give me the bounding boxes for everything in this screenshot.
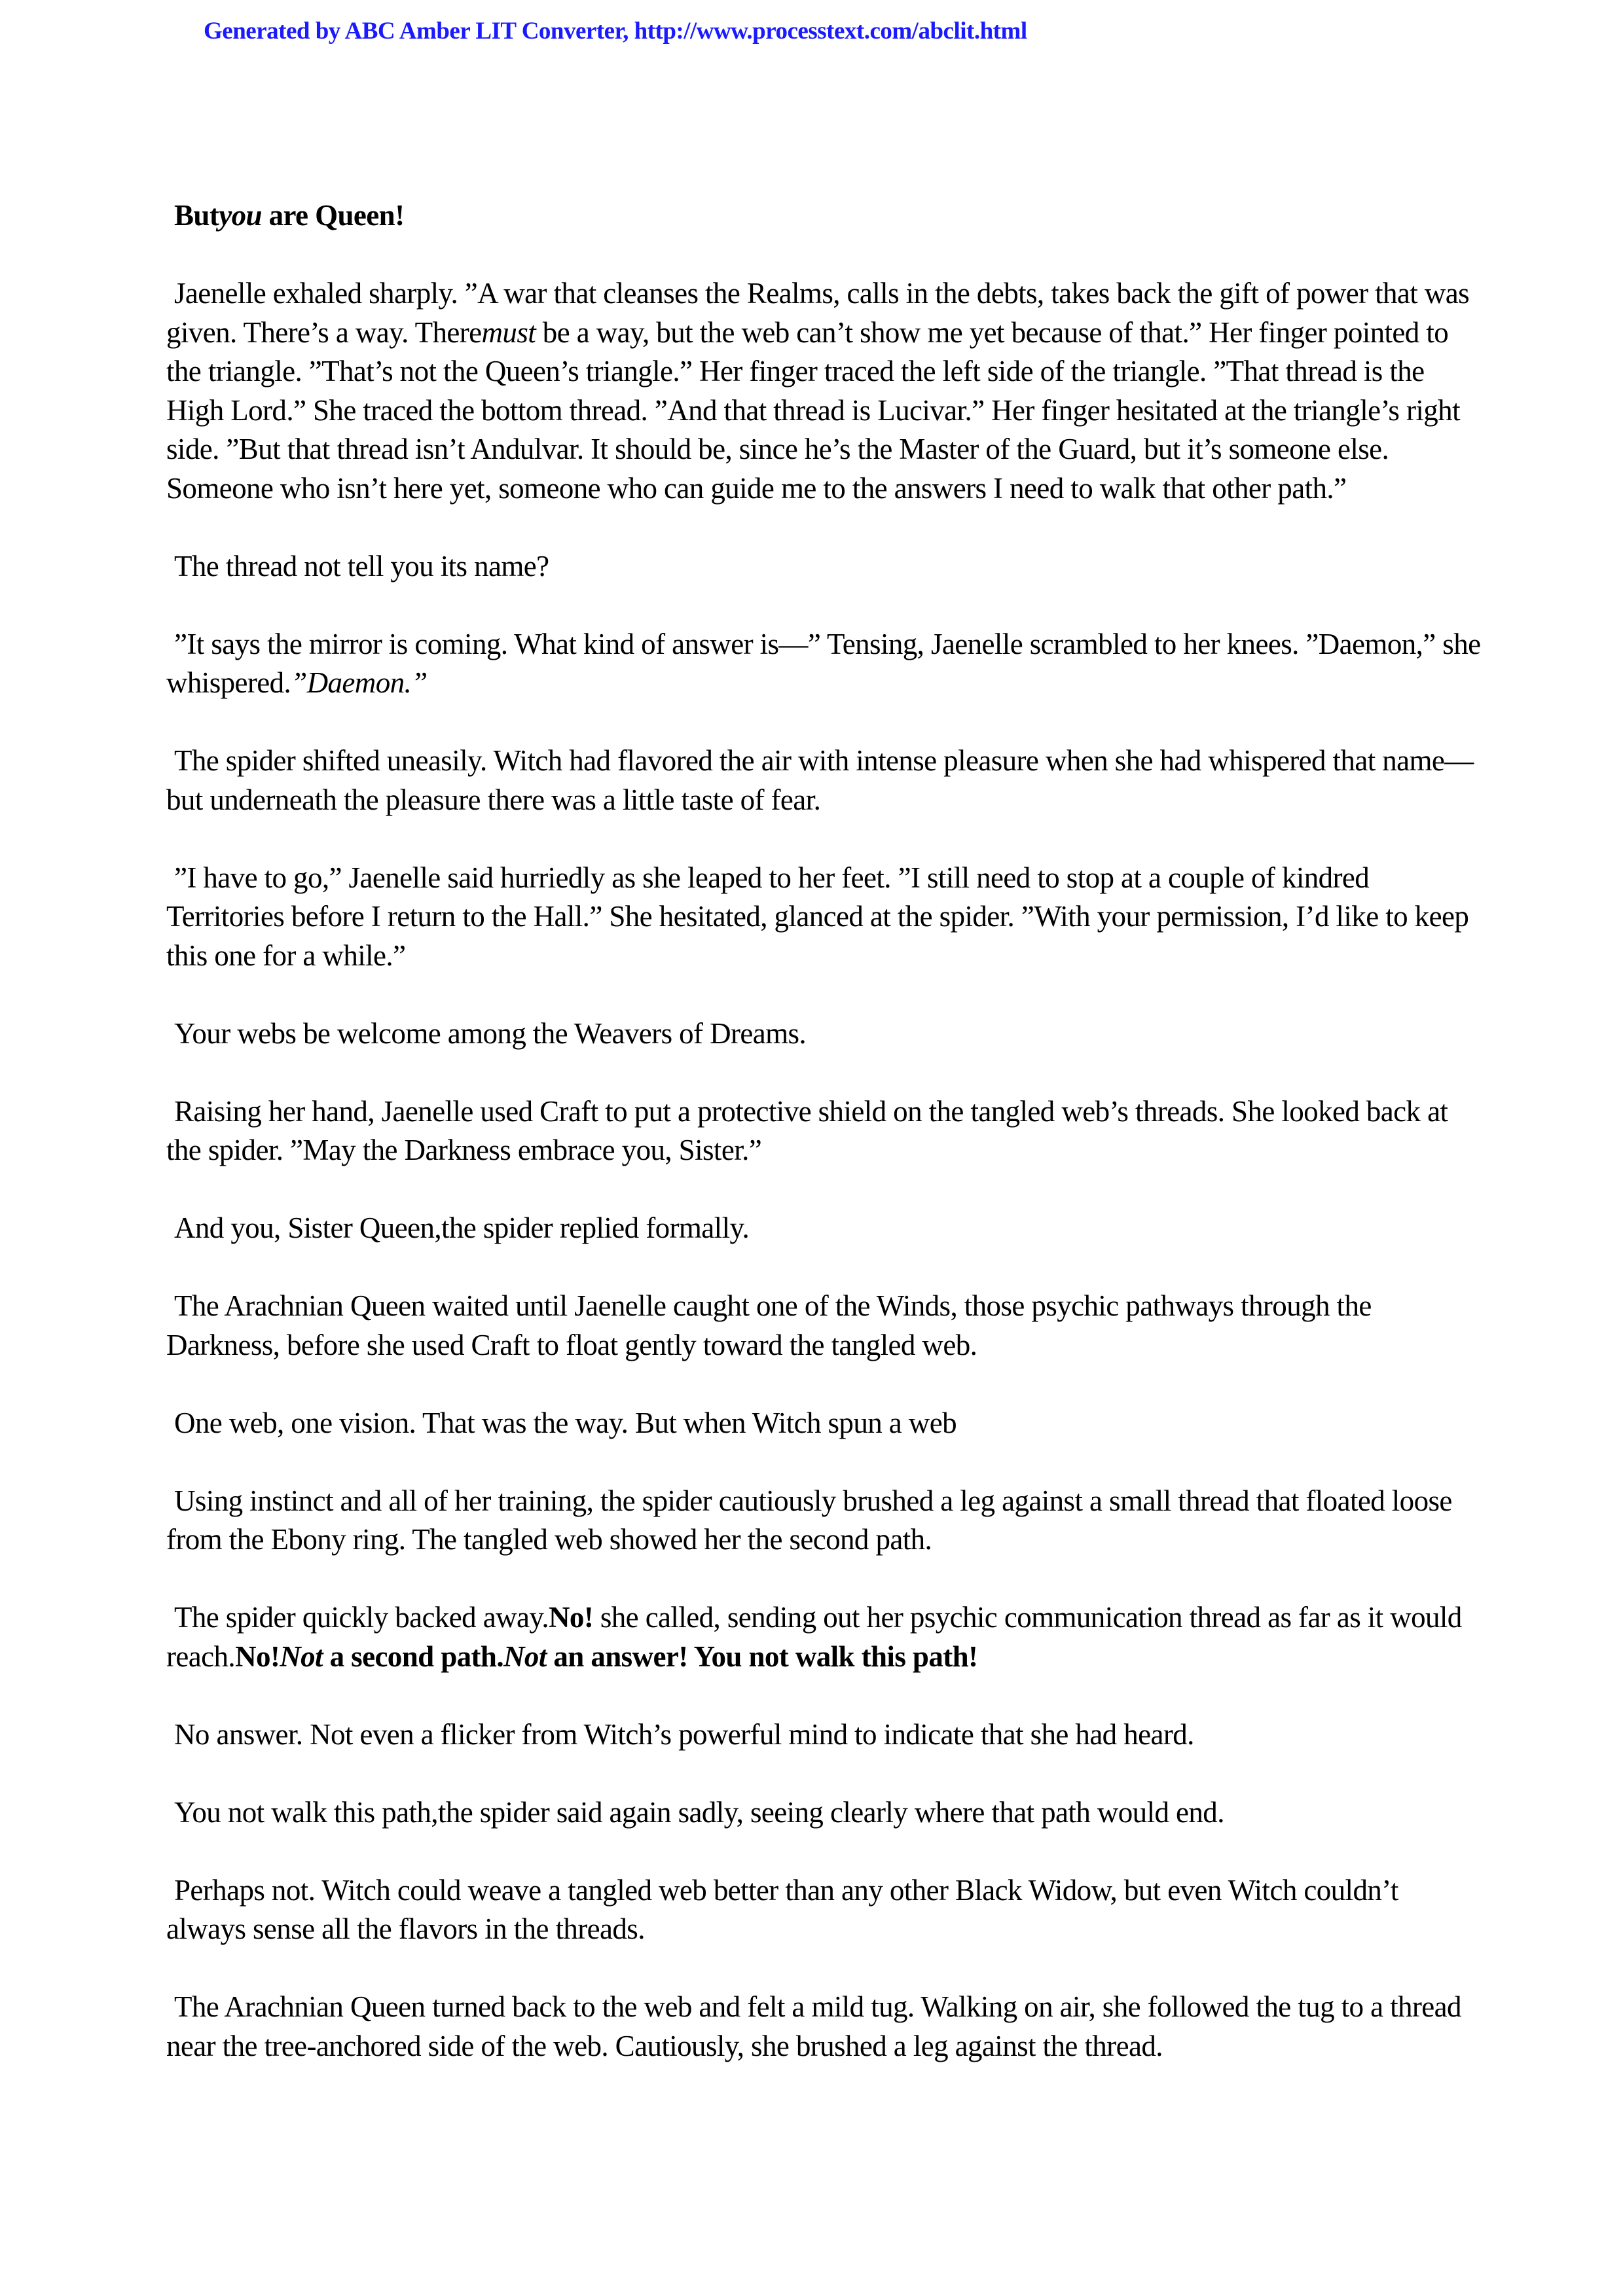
- emphasis-bold: a second path.: [322, 1640, 504, 1673]
- paragraph-5: The spider shifted uneasily. Witch had flavored the air with intense pleasure when she had whispered that name— but underneath the pleasure there was a little taste of fear.: [166, 744, 1474, 816]
- paragraph-9: And you, Sister Queen,the spider replied formally.: [174, 1211, 750, 1244]
- emphasis-italic: must: [481, 315, 536, 349]
- emphasis-italic: ”Daemon.”: [291, 666, 428, 699]
- paragraph-4: ”It says the mirror is coming. What kind of answer is—” Tensing, Jaenelle scrambled to her knees. ”Daemon,” she whispered.”Daemon.”: [166, 627, 1481, 699]
- paragraph-16: Perhaps not. Witch could weave a tangled web better than any other Black Widow, but even Witch couldn’t always sense all the flavors in the threads.: [166, 1873, 1398, 1945]
- paragraph-13: The spider quickly backed away.No! she called, sending out her psychic communication thread as far as it would reach.No!Not a second path.Not an answer! You not walk this path!: [166, 1601, 1462, 1673]
- paragraph-11: One web, one vision. That was the way. But when Witch spun a web: [174, 1406, 957, 1439]
- emphasis-bold: No!: [549, 1601, 594, 1634]
- paragraph-14: No answer. Not even a flicker from Witch’s powerful mind to indicate that she had heard.: [174, 1717, 1194, 1751]
- paragraph-7: Your webs be welcome among the Weavers of Dreams.: [174, 1016, 807, 1050]
- paragraph-10: The Arachnian Queen waited until Jaenelle caught one of the Winds, those psychic pathways through the Darkness, before she used Craft to float gently toward the tangled web.: [166, 1289, 1372, 1361]
- emphasis-bold-italic: you: [219, 199, 262, 232]
- paragraph-1: [166, 196, 1482, 236]
- emphasis-bold-italic: Not: [280, 1640, 323, 1673]
- paragraph-3: The thread not tell you its name?: [174, 549, 549, 583]
- emphasis-bold: But: [174, 199, 219, 232]
- emphasis-bold: an answer! You not walk this path!: [546, 1640, 978, 1673]
- document-body: [166, 196, 1482, 2105]
- paragraph-17: The Arachnian Queen turned back to the web and felt a mild tug. Walking on air, she followed the tug to a thread near the tree-anchored side of the web. Cautiously, she brushed a leg against the thread.: [166, 1990, 1461, 2062]
- paragraph-2: Jaenelle exhaled sharply. ”A war that cleanses the Realms, calls in the debts, takes back the gift of power that was given. There’s a way. Theremust be a way, but the web can’t show me yet because of that.” Her finger pointed to the triangle. ”That’s not the Queen’s triangle.” Her finger traced the left side of the triangle. ”That thread is the High Lord.” She traced the bottom thread. ”And that thread is Lucivar.” Her finger hesitated at the triangle’s right side. ”But that thread isn’t Andulvar. It should be, since he’s the Master of the Guard, but it’s someone else. Someone who isn’t here yet, someone who can guide me to the answers I need to walk that other path.”: [166, 277, 1470, 505]
- emphasis-bold: are Queen!: [261, 199, 405, 232]
- paragraph-8: Raising her hand, Jaenelle used Craft to put a protective shield on the tangled web’s threads. She looked back at the spider. ”May the Darkness embrace you, Sister.”: [166, 1094, 1448, 1166]
- paragraph-15: You not walk this path,the spider said again sadly, seeing clearly where that path would end.: [174, 1795, 1224, 1829]
- paragraph-6: ”I have to go,” Jaenelle said hurriedly as she leaped to her feet. ”I still need to stop at a couple of kindred Territories before I return to the Hall.” She hesitated, glanced at the spider. ”With your permission, I’d like to keep this one for a while.”: [166, 861, 1469, 972]
- paragraph-12: Using instinct and all of her training, the spider cautiously brushed a leg against a small thread that floated loose from the Ebony ring. The tangled web showed her the second path.: [166, 1484, 1452, 1556]
- converter-header-link[interactable]: Generated by ABC Amber LIT Converter, http://www.processtext.com/abclit.html: [204, 18, 1027, 45]
- emphasis-bold-italic: Not: [503, 1640, 547, 1673]
- emphasis-bold: No!: [235, 1640, 280, 1673]
